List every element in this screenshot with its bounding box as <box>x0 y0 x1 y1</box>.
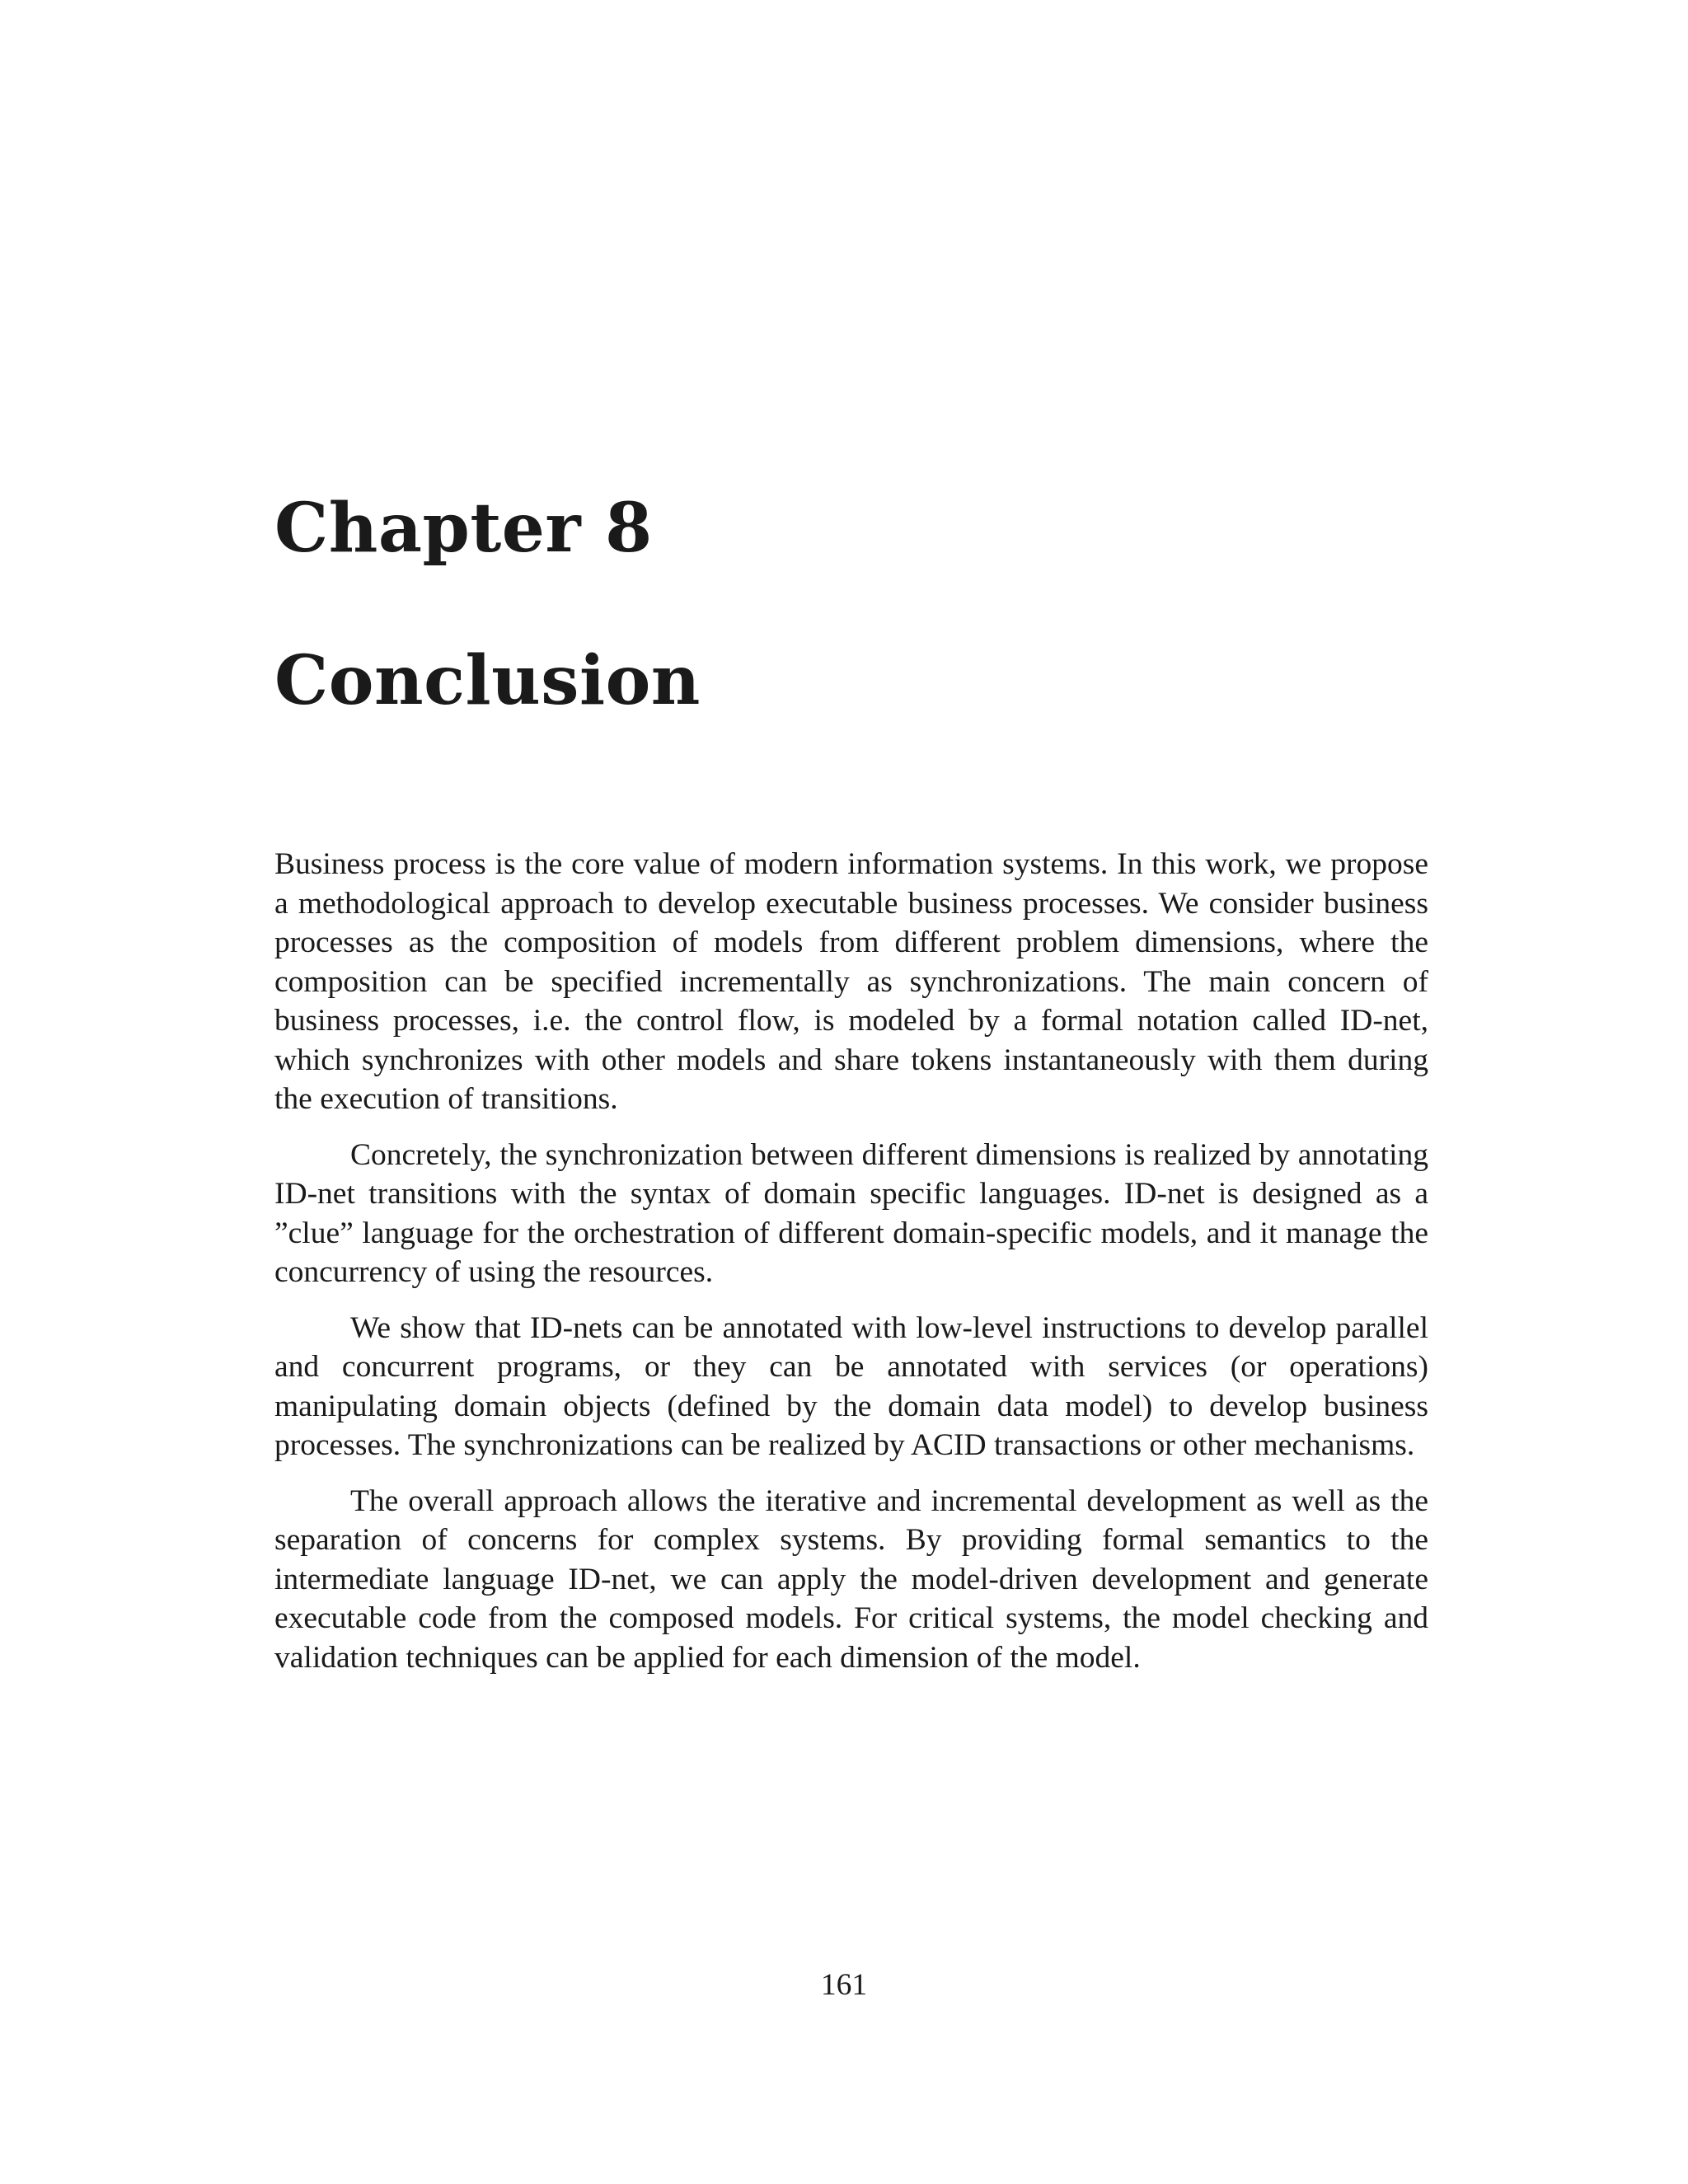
paragraph-3: We show that ID-nets can be annotated with low-level instructions to develop parallel and concurrent programs, or they can be annotated with services (or operations) manipulating domain objects (defined by the domain data model) to develop business processes. The synchronizations can be realized by ACID transactions or other mechanisms. <box>274 1310 1428 1462</box>
page-number: 161 <box>820 1968 868 2002</box>
chapter-title: Conclusion <box>274 641 701 720</box>
paragraph-4: The overall approach allows the iterative and incremental development as well as the separation of concerns for complex systems. By providing formal semantics to the intermediate language ID-net, we can apply the model-driven development and generate executable code from the composed models. For critical systems, the model checking and validation techniques can be applied for each dimension of the model. <box>274 1483 1428 1675</box>
paragraph-2: Concretely, the synchronization between different dimensions is realized by annotating ID-net transitions with the syntax of domain specific languages. ID-net is designed as a ”clue” language for the orchestration of different domain-specific models, and it manage the concurrency of using the resources. <box>274 1137 1428 1289</box>
paragraph-1: Business process is the core value of modern information systems. In this work, we propose a methodological approach to develop executable business processes. We consider business processes as the composition of models from different problem dimensions, where the composition can be specified incrementally as synchronizations. The main concern of business processes, i.e. the control flow, is modeled by a formal notation called ID-net, which synchronizes with other models and share tokens instantaneously with them during the execution of transitions. <box>274 847 1428 1116</box>
chapter-label: Chapter 8 <box>274 489 653 568</box>
chapter-body <box>274 845 1428 1694</box>
